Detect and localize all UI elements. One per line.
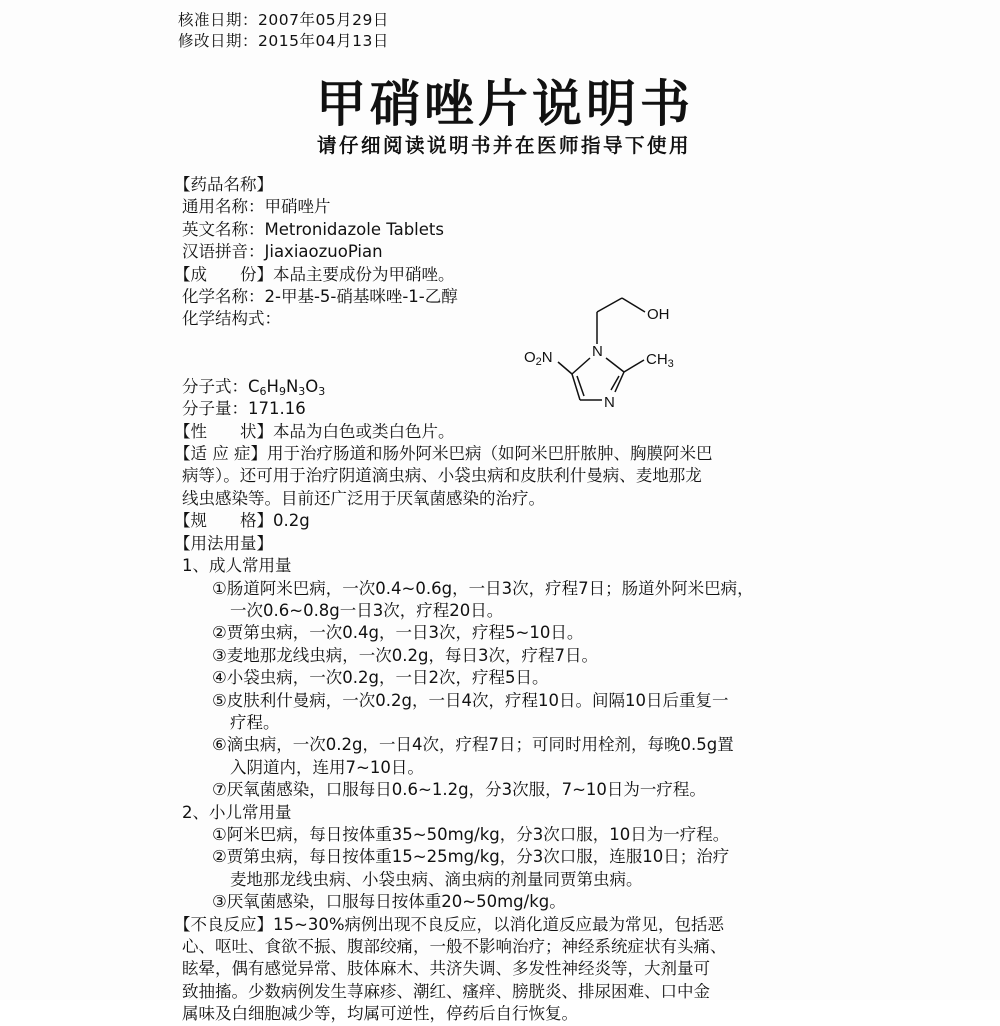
- child-dosage-title: 2、小儿常用量: [182, 802, 292, 822]
- child-dosage-item: ②贾第虫病，每日按体重15~25mg/kg，分3次口服，连服10日；治疗: [212, 847, 730, 867]
- heading-ingredients: 【成 份】: [174, 264, 273, 284]
- adult-dosage-item: ②贾第虫病，一次0.4g，一日3次，疗程5~10日。: [212, 623, 584, 643]
- child-dosage-item-cont: 麦地那龙线虫病、小袋虫病、滴虫病的剂量同贾第虫病。: [230, 869, 643, 889]
- adult-dosage-item-cont: 疗程。: [230, 712, 280, 732]
- svg-text:CH3: $CH_3$: [646, 351, 674, 370]
- section-dosage: [174, 533, 824, 914]
- insert-body: [174, 174, 824, 1026]
- adverse-reactions-line: 致抽搐。少数病例发生荨麻疹、潮红、瘙痒、膀胱炎、排尿困难、口中金: [182, 981, 710, 1001]
- adult-dosage-item-cont: 一次0.6~0.8g一日3次，疗程20日。: [230, 600, 504, 620]
- child-dosage-item: ③厌氧菌感染，口服每日按体重20~50mg/kg。: [212, 892, 566, 912]
- molecular-formula: 分子式：$C_6H_9N_3O_3$: [182, 376, 326, 398]
- structure-label: 化学结构式：: [182, 309, 281, 329]
- section-ingredients: [174, 264, 824, 421]
- document-title: 甲硝唑片说明书: [316, 75, 694, 133]
- indications-line: 用于治疗肠道和肠外阿米巴病（如阿米巴肝脓肿、胸膜阿米巴: [267, 444, 713, 464]
- section-drug-name: [174, 174, 824, 264]
- section-description: [174, 421, 824, 443]
- section-adverse-reactions: [174, 914, 824, 1026]
- adverse-reactions-line: 心、呕吐、食欲不振、腹部绞痛，一般不影响治疗；神经系统症状有头痛、: [182, 937, 727, 956]
- adult-dosage-item: ④小袋虫病，一次0.2g，一日2次，疗程5日。: [212, 668, 549, 688]
- document-subtitle: 请仔细阅读说明书并在医师指导下使用: [316, 134, 691, 157]
- adverse-reactions-line: 眩晕，偶有感觉异常、肢体麻木、共济失调、多发性神经炎等，大剂量可: [182, 959, 710, 979]
- section-indications: [174, 443, 824, 510]
- indications-line: 病等）。还可用于治疗阴道滴虫病、小袋虫病和皮肤利什曼病、麦地那龙: [182, 466, 702, 486]
- heading-drug-name: 【药品名称】: [174, 175, 273, 194]
- heading-adverse-reactions: 【不良反应】: [174, 914, 273, 934]
- adverse-reactions-line: 属味及白细胞减少等，均属可逆性，停药后自行恢复。: [182, 1004, 578, 1024]
- english-name: 英文名称：Metronidazole Tablets: [182, 219, 444, 239]
- document-dates: [178, 10, 389, 52]
- description-text: 本品为白色或类白色片。: [273, 421, 455, 441]
- adverse-reactions-line: 15~30%病例出现不良反应，以消化道反应最为常见，包括恶: [273, 914, 724, 934]
- child-dosage-item: ①阿米巴病，每日按体重35~50mg/kg，分3次口服，10日为一疗程。: [212, 824, 730, 844]
- heading-indications: 【适 应 症】: [174, 444, 267, 464]
- svg-text:N: N: [592, 343, 603, 360]
- generic-name: 通用名称：甲硝唑片: [182, 197, 331, 217]
- svg-text:OH: OH: [647, 306, 670, 323]
- adult-dosage-item: ①肠道阿米巴病，一次0.4~0.6g，一日3次，疗程7日；肠道外阿米巴病，: [212, 578, 754, 598]
- section-specification: [174, 510, 824, 532]
- revision-date: 修改日期：2015年04月13日: [178, 32, 389, 50]
- heading-specification: 【规 格】: [174, 511, 273, 531]
- adult-dosage-item: ⑦厌氧菌感染，口服每日0.6~1.2g，分3次服，7~10日为一疗程。: [212, 780, 706, 800]
- specification-text: 0.2g: [273, 511, 310, 531]
- svg-text:N: N: [604, 394, 615, 411]
- adult-dosage-title: 1、成人常用量: [182, 556, 292, 576]
- indications-line: 线虫感染等。目前还广泛用于厌氧菌感染的治疗。: [182, 488, 545, 508]
- adult-dosage-item: ⑤皮肤利什曼病，一次0.2g，一日4次，疗程10日。间隔10日后重复一: [212, 690, 729, 710]
- chemical-name: 化学名称：2-甲基-5-硝基咪唑-1-乙醇: [182, 287, 458, 307]
- adult-dosage-item: ③麦地那龙线虫病，一次0.2g，每日3次，疗程7日。: [212, 645, 599, 665]
- ingredients-text: 本品主要成份为甲硝唑。: [273, 264, 455, 284]
- pinyin-name: 汉语拼音：JiaxiaozuoPian: [182, 242, 383, 262]
- heading-description: 【性 状】: [174, 421, 273, 441]
- approval-date: 核准日期：2007年05月29日: [178, 11, 389, 29]
- adult-dosage-item: ⑥滴虫病，一次0.2g，一日4次，疗程7日；可同时用栓剂，每晚0.5g置: [212, 735, 734, 755]
- svg-text:O2N: $O_2N$: [524, 349, 553, 368]
- molecular-weight: 分子量：171.16: [182, 399, 306, 419]
- heading-dosage: 【用法用量】: [174, 533, 273, 553]
- adult-dosage-item-cont: 入阴道内，连用7~10日。: [230, 757, 424, 777]
